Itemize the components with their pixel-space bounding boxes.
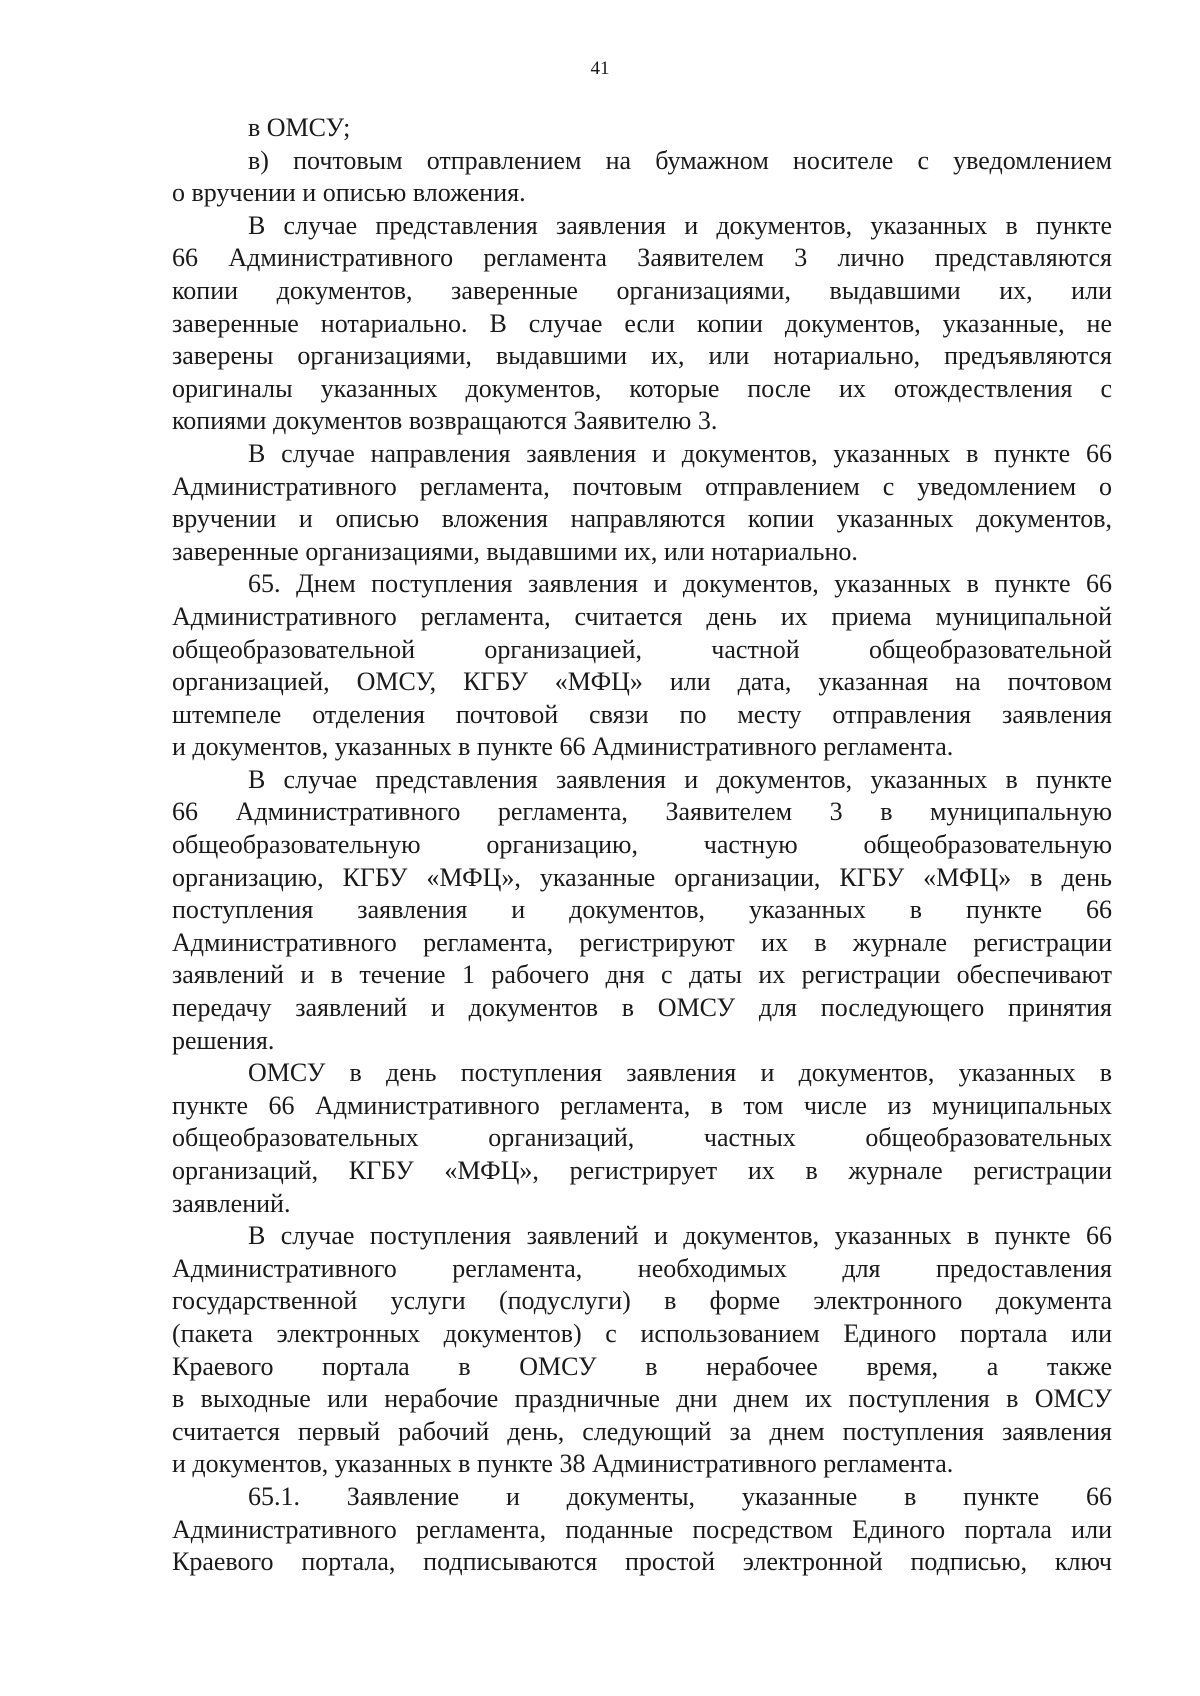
text-line: оригиналы указанных документов, которые после их отождествления с [172,373,1112,403]
text-line: организаций, КГБУ «МФЦ», регистрирует их в журнале регистрации [172,1156,1112,1185]
text-line: заверенные организациями, выдавшими их, или нотариально. [172,536,858,566]
text-line: Административного регламента, почтовым отправлением с уведомлением о [172,471,1112,501]
text-line: 66 Административного регламента Заявителем 3 лично представляются [172,243,1112,273]
text-line: копиями документов возвращаются Заявителю 3. [172,406,718,436]
text-line: В случае направления заявления и документов, указанных в пункте 66 [248,438,1112,468]
text-line: Административного регламента, считается день их приема муниципальной [172,601,1112,631]
text-line: передачу заявлений и документов в ОМСУ для последующего принятия [172,993,1112,1023]
text-line: заявлений и в течение 1 рабочего дня с даты их регистрации обеспечивают [172,960,1112,990]
text-line: заверенные нотариально. В случае если копии документов, указанные, не [172,308,1112,338]
document-body [172,112,1112,1579]
text-line: и документов, указанных в пункте 38 Административного регламента. [172,1449,954,1479]
page-number: 41 [590,58,610,79]
text-line: В случае представления заявления и документов, указанных в пункте [248,210,1112,240]
text-line: 66 Административного регламента, Заявителем 3 в муниципальную [172,797,1112,827]
text-line: в) почтовым отправлением на бумажном носителе с уведомлением [248,145,1112,175]
text-line: В случае поступления заявлений и документов, указанных в пункте 66 [248,1221,1112,1251]
text-line: и документов, указанных в пункте 66 Административного регламента. [172,732,954,762]
text-line: организацию, КГБУ «МФЦ», указанные организации, КГБУ «МФЦ» в день [172,862,1112,892]
text-line: Краевого портала, подписываются простой электронной подписью, ключ [172,1547,1112,1577]
text-line: вручении и описью вложения направляются копии указанных документов, [172,504,1112,534]
text-line: поступления заявления и документов, указанных в пункте 66 [172,895,1112,925]
text-line: считается первый рабочий день, следующий за днем поступления заявления [172,1416,1112,1446]
text-line: государственной услуги (подуслуги) в форме электронного документа [172,1286,1112,1316]
text-line: общеобразовательных организаций, частных общеобразовательных [172,1123,1112,1153]
text-line: 65. Днем поступления заявления и документов, указанных в пункте 66 [248,569,1112,599]
text-line: общеобразовательную организацию, частную общеобразовательную [172,830,1112,860]
text-line: заверены организациями, выдавшими их, или нотариально, предъявляются [172,341,1112,371]
text-line: штемпеле отделения почтовой связи по месту отправления заявления [172,699,1112,729]
text-line: (пакета электронных документов) с использованием Единого портала или [172,1318,1112,1348]
text-line: пункте 66 Административного регламента, в том числе из муниципальных [172,1090,1112,1120]
text-line: общеобразовательной организацией, частной общеобразовательной [172,634,1112,664]
text-line: решения. [172,1025,275,1055]
text-line: Административного регламента, регистрируют их в журнале регистрации [172,927,1112,957]
text-line: заявлений. [172,1188,291,1218]
text-line: ОМСУ в день поступления заявления и документов, указанных в [248,1058,1112,1088]
text-line: В случае представления заявления и документов, указанных в пункте [248,764,1112,794]
text-line: Краевого портала в ОМСУ в нерабочее время, а также [172,1351,1112,1381]
text-line: Административного регламента, необходимых для предоставления [172,1253,1112,1283]
text-line: организацией, ОМСУ, КГБУ «МФЦ» или дата, указанная на почтовом [172,667,1112,697]
text-line: Административного регламента, поданные посредством Единого портала или [172,1514,1112,1544]
text-line: копии документов, заверенные организациями, выдавшими их, или [172,275,1112,305]
text-line: о вручении и описью вложения. [172,178,526,208]
text-line: в выходные или нерабочие праздничные дни днем их поступления в ОМСУ [172,1384,1112,1414]
text-line: в ОМСУ; [248,113,351,142]
text-line: 65.1. Заявление и документы, указанные в пункте 66 [248,1481,1112,1511]
